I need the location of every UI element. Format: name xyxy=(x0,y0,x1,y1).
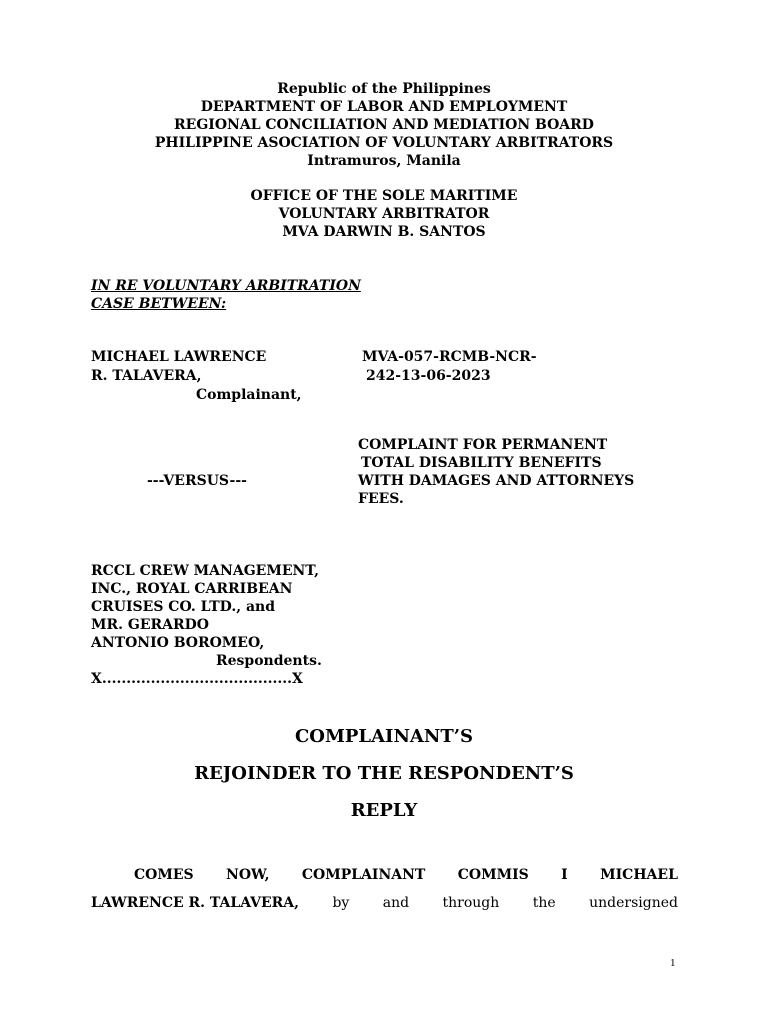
office-header xyxy=(0,187,768,241)
page-number: 1 xyxy=(670,957,676,969)
pleading-title-line-1: COMPLAINANT’S xyxy=(294,726,474,747)
respondent-role: Respondents. xyxy=(216,653,322,669)
body-word: I xyxy=(561,867,568,883)
respondent-line-1: RCCL CREW MANAGEMENT, xyxy=(91,563,320,579)
body-word: MICHAEL xyxy=(600,867,678,883)
complaint-line-2: TOTAL DISABILITY BENEFITS xyxy=(361,455,602,471)
case-number-1: MVA-057-RCMB-NCR- xyxy=(362,349,537,365)
body-word: COMMIS xyxy=(457,867,529,883)
header-line-5: Intramuros, Manila xyxy=(307,153,461,169)
body-word: NOW, xyxy=(226,867,270,883)
office-line-2: VOLUNTARY ARBITRATOR xyxy=(278,206,490,222)
complainant-name-2: R. TALAVERA, xyxy=(91,368,202,384)
office-line-3: MVA DARWIN B. SANTOS xyxy=(282,224,486,240)
pleading-title-line-3: REPLY xyxy=(350,800,418,821)
respondent-line-5: ANTONIO BOROMEO, xyxy=(91,635,265,651)
agency-header xyxy=(0,80,768,170)
body-word: and xyxy=(382,895,410,911)
body-word: undersigned xyxy=(589,895,678,911)
body-word: the xyxy=(532,895,556,911)
complainant-name-inline: LAWRENCE R. TALAVERA, xyxy=(91,895,300,911)
complainant-role: Complainant, xyxy=(196,387,302,403)
case-number-2: 242-13-06-2023 xyxy=(366,368,491,384)
complainant-name-1: MICHAEL LAWRENCE xyxy=(91,349,267,365)
respondent-line-4: MR. GERARDO xyxy=(91,617,209,633)
body-word: COMPLAINANT xyxy=(301,867,426,883)
header-line-2: DEPARTMENT OF LABOR AND EMPLOYMENT xyxy=(200,99,568,115)
complaint-line-3: WITH DAMAGES AND ATTORNEYS xyxy=(358,473,635,489)
in-re-line-2: CASE BETWEEN: xyxy=(91,296,227,312)
body-paragraph-line-2 xyxy=(91,895,678,911)
header-line-1: Republic of the Philippines xyxy=(277,81,491,97)
in-re-line-1: IN RE VOLUNTARY ARBITRATION xyxy=(91,278,361,294)
complaint-line-1: COMPLAINT FOR PERMANENT xyxy=(358,437,608,453)
versus-label: ---VERSUS--- xyxy=(147,473,247,489)
respondent-line-2: INC., ROYAL CARRIBEAN xyxy=(91,581,293,597)
caption-separator: X.......................................X xyxy=(91,671,303,687)
office-line-1: OFFICE OF THE SOLE MARITIME xyxy=(250,188,518,204)
complaint-line-4: FEES. xyxy=(358,491,404,507)
header-line-4: PHILIPPINE ASOCIATION OF VOLUNTARY ARBITRATORS xyxy=(154,135,614,151)
header-line-3: REGIONAL CONCILIATION AND MEDIATION BOARD xyxy=(174,117,594,133)
respondent-line-3: CRUISES CO. LTD., and xyxy=(91,599,275,615)
body-word: COMES xyxy=(134,867,194,883)
body-word: by xyxy=(332,895,350,911)
body-word: through xyxy=(442,895,500,911)
body-paragraph-line-1 xyxy=(134,867,678,883)
pleading-title-line-2: REJOINDER TO THE RESPONDENT’S xyxy=(194,763,574,784)
